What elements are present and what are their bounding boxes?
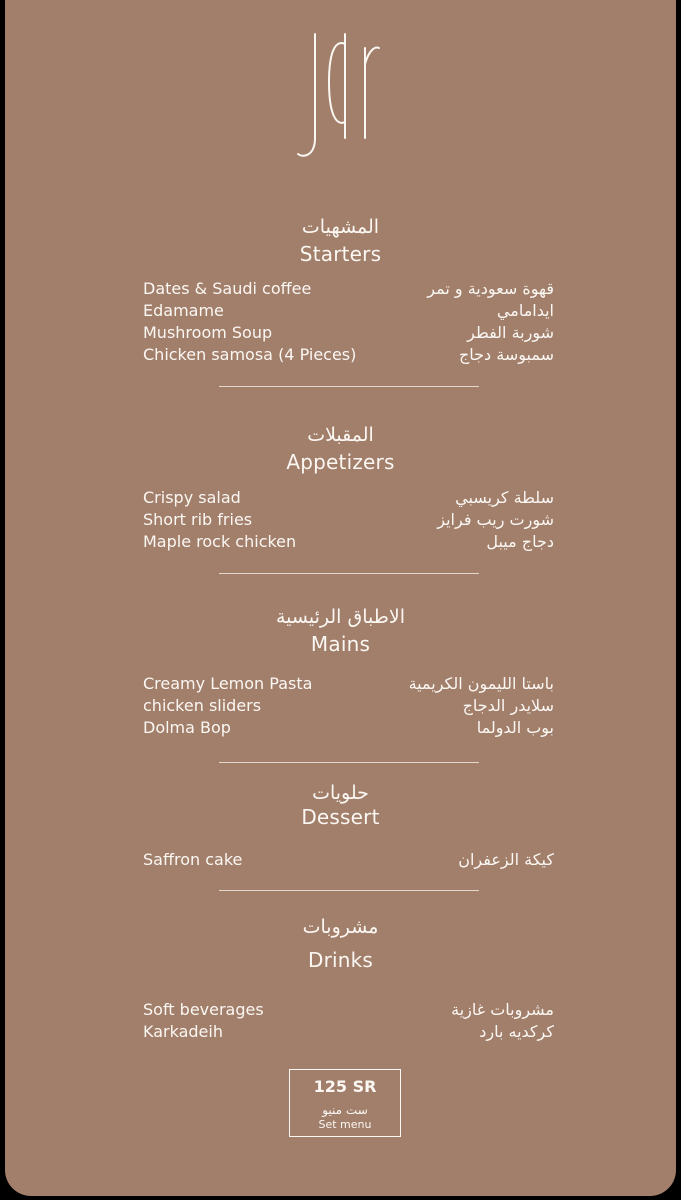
menu-item-en: Soft beverages bbox=[143, 1000, 264, 1019]
menu-item bbox=[143, 487, 554, 509]
section-divider bbox=[219, 386, 479, 387]
section-divider bbox=[219, 762, 479, 763]
menu-item-ar: سلايدر الدجاج bbox=[462, 696, 554, 715]
set-menu-price-box bbox=[289, 1069, 401, 1137]
menu-item bbox=[143, 300, 554, 322]
price-label-ar: ست منيو bbox=[322, 1103, 368, 1117]
section-title-ar: المقبلات bbox=[307, 424, 374, 446]
menu-item-ar: بوب الدولما bbox=[476, 718, 554, 737]
menu-item-ar: كيكة الزعفران bbox=[458, 850, 554, 869]
section-title-ar: المشهيات bbox=[301, 216, 380, 238]
menu-item-ar: كركديه بارد bbox=[479, 1022, 554, 1041]
menu-item-en: Short rib fries bbox=[143, 510, 253, 529]
section-title-en: Dessert bbox=[301, 805, 380, 829]
menu-item-en: Dolma Bop bbox=[143, 718, 231, 737]
section-divider bbox=[219, 573, 479, 574]
price-amount: 125 SR bbox=[313, 1077, 377, 1096]
jar-logo bbox=[295, 28, 385, 162]
menu-item bbox=[143, 999, 554, 1021]
menu-item-en: Karkadeih bbox=[143, 1022, 223, 1041]
menu-item bbox=[143, 322, 554, 344]
menu-item-ar: باستا الليمون الكريمية bbox=[408, 674, 554, 693]
menu-item bbox=[143, 695, 554, 717]
menu-item-en: Edamame bbox=[143, 301, 224, 320]
menu-item-ar: سمبوسة دجاج bbox=[458, 345, 554, 364]
menu-item bbox=[143, 1021, 554, 1043]
section-title-ar: مشروبات bbox=[302, 916, 379, 938]
section-title-ar: الاطباق الرئيسية bbox=[276, 606, 405, 628]
menu-item-ar: مشروبات غازية bbox=[451, 1000, 554, 1019]
menu-item-ar: ايدامامي bbox=[496, 301, 554, 320]
menu-item-ar: سلطة كريسبي bbox=[455, 488, 554, 507]
menu-item-en: chicken sliders bbox=[143, 696, 262, 715]
section-title-en: Drinks bbox=[307, 948, 374, 972]
section-title-ar: حلويات bbox=[312, 782, 369, 804]
menu-item-ar: شوربة الفطر bbox=[467, 323, 554, 342]
menu-item bbox=[143, 278, 554, 300]
menu-item bbox=[143, 673, 554, 695]
section-title-en: Starters bbox=[299, 242, 382, 266]
menu-item-ar: دجاج ميبل bbox=[486, 532, 554, 551]
menu-item-en: Chicken samosa (4 Pieces) bbox=[143, 345, 357, 364]
menu-item-en: Saffron cake bbox=[143, 850, 243, 869]
menu-item-ar: شورت ريب فرايز bbox=[437, 510, 554, 529]
menu-item-en: Dates & Saudi coffee bbox=[143, 279, 312, 298]
menu-item bbox=[143, 849, 554, 871]
menu-item-ar: قهوة سعودية و تمر bbox=[427, 279, 554, 298]
section-title-en: Mains bbox=[310, 632, 371, 656]
menu-item bbox=[143, 344, 554, 366]
section-divider bbox=[219, 890, 479, 891]
menu-item bbox=[143, 509, 554, 531]
menu-item-en: Maple rock chicken bbox=[143, 532, 297, 551]
price-label-en: Set menu bbox=[318, 1118, 372, 1131]
menu-item bbox=[143, 531, 554, 553]
menu-item-en: Creamy Lemon Pasta bbox=[143, 674, 313, 693]
menu-item-en: Mushroom Soup bbox=[143, 323, 273, 342]
menu-item bbox=[143, 717, 554, 739]
menu-page bbox=[5, 0, 676, 1196]
menu-item-en: Crispy salad bbox=[143, 488, 241, 507]
section-title-en: Appetizers bbox=[286, 450, 395, 474]
